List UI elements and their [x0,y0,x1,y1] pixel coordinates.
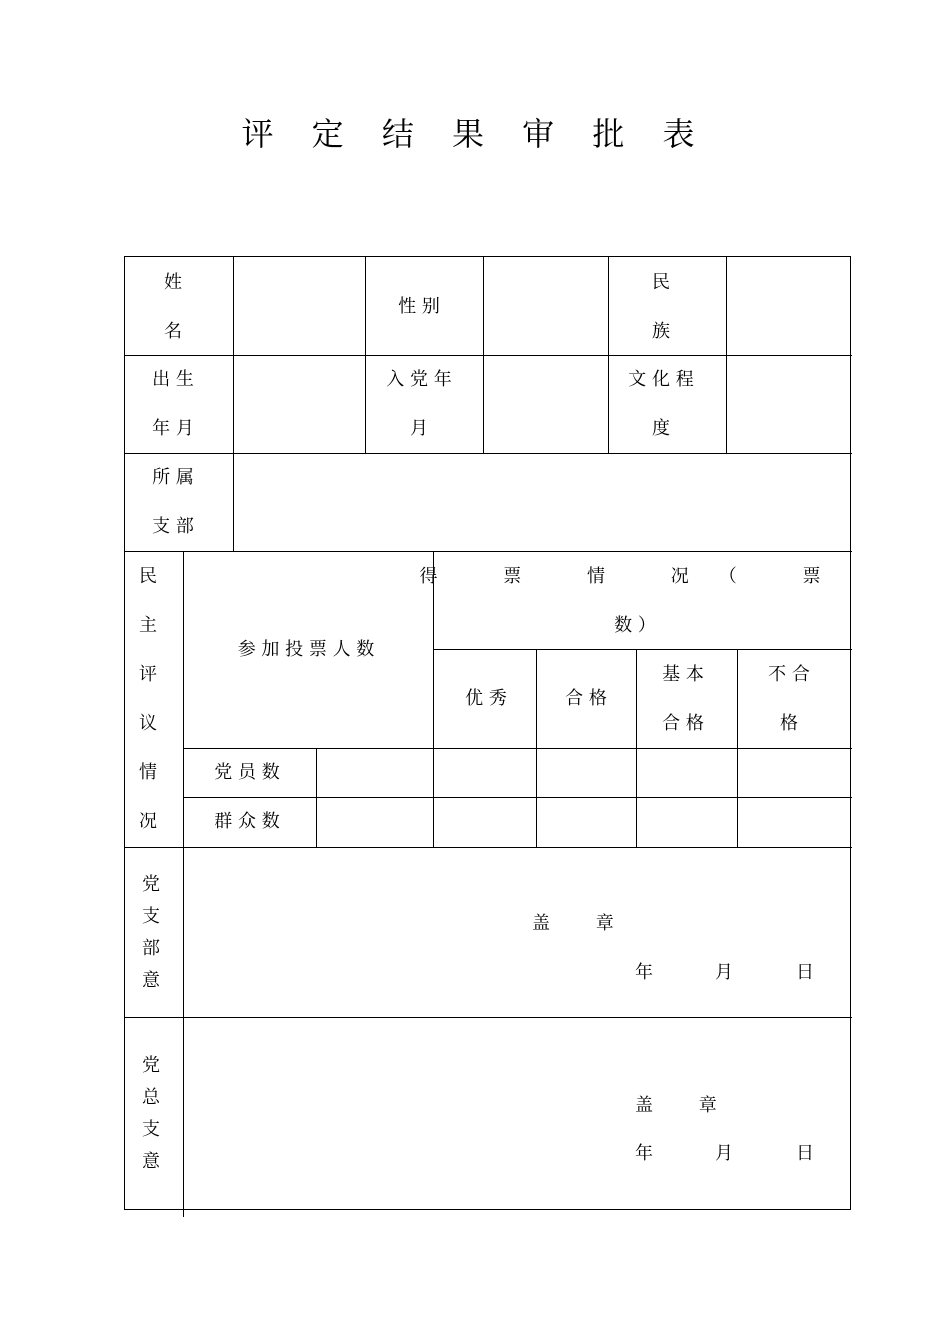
general-year-label: 年 [635,1143,653,1164]
label-democratic-review: 情 [139,762,157,783]
gender-field[interactable] [484,257,608,355]
table-line [433,649,852,650]
masses-basic-field[interactable] [637,798,737,847]
label-education-1: 文 化 程 [628,369,694,390]
label-voters-count: 参 加 投 票 人 数 [237,639,375,660]
general-month-label: 月 [715,1143,733,1164]
label-branch-opinion: 支 [142,906,160,927]
party-members-count-field[interactable] [317,749,433,797]
label-party-members: 党 员 数 [214,762,280,783]
label-general-opinion: 意 [142,1151,160,1172]
branch-opinion-field[interactable] [184,848,851,1017]
label-name-1: 姓 [164,272,182,293]
label-branch-opinion: 党 [142,874,160,895]
table-line [608,257,609,453]
ethnicity-field[interactable] [727,257,851,355]
table-line [365,257,366,453]
label-democratic-review: 评 [139,664,157,685]
label-education-2: 度 [652,418,670,439]
label-general-opinion: 党 [142,1055,160,1076]
name-field[interactable] [234,257,365,355]
label-branch-opinion: 部 [142,938,160,959]
general-opinion-field[interactable] [184,1018,851,1209]
masses-qualified-field[interactable] [537,798,636,847]
label-party-join-2: 月 [410,418,428,439]
masses-unqualified-field[interactable] [738,798,851,847]
label-branch-2: 支 部 [152,516,194,537]
masses-excellent-field[interactable] [434,798,536,847]
label-branch-1: 所 属 [152,467,194,488]
branch-month-label: 月 [715,962,733,983]
label-ethnicity-1: 民 [652,272,670,293]
party-members-excellent-field[interactable] [434,749,536,797]
party-members-qualified-field[interactable] [537,749,636,797]
branch-day-label: 日 [796,962,814,983]
label-basic-qualified-2: 合 格 [662,713,704,734]
label-democratic-review: 主 [139,615,157,636]
party-join-date-field[interactable] [484,356,608,453]
approval-form-table [124,256,851,1210]
label-birth-1: 出 生 [152,369,194,390]
label-democratic-review: 民 [139,566,157,587]
branch-year-label: 年 [635,962,653,983]
label-birth-2: 年 月 [152,418,194,439]
branch-seal-label: 盖 章 [532,913,634,934]
education-field[interactable] [727,356,851,453]
party-members-basic-field[interactable] [637,749,737,797]
label-ethnicity-2: 族 [652,321,670,342]
masses-count-field[interactable] [317,798,433,847]
label-general-opinion: 总 [142,1087,160,1108]
label-masses: 群 众 数 [214,811,280,832]
label-party-join-1: 入 党 年 [386,369,452,390]
party-members-unqualified-field[interactable] [738,749,851,797]
branch-field[interactable] [234,454,851,551]
table-line [125,551,852,552]
label-votes-header-2: 数 ） [614,615,656,636]
label-branch-opinion: 意 [142,970,160,991]
page-title: 评 定 结 果 审 批 表 [241,115,709,153]
general-seal-label: 盖 章 [635,1095,737,1116]
label-unqualified-2: 格 [780,713,798,734]
label-name-2: 名 [164,321,182,342]
label-gender: 性 别 [398,296,440,317]
label-votes-header-1: 得 票 情 况（ 票 [419,566,851,587]
label-basic-qualified-1: 基 本 [662,664,704,685]
label-democratic-review: 议 [139,713,157,734]
label-democratic-review: 况 [139,811,157,832]
label-unqualified-1: 不 合 [768,664,810,685]
birth-date-field[interactable] [234,356,365,453]
label-general-opinion: 支 [142,1119,160,1140]
label-qualified: 合 格 [565,688,607,709]
general-day-label: 日 [796,1143,814,1164]
label-excellent: 优 秀 [465,688,507,709]
